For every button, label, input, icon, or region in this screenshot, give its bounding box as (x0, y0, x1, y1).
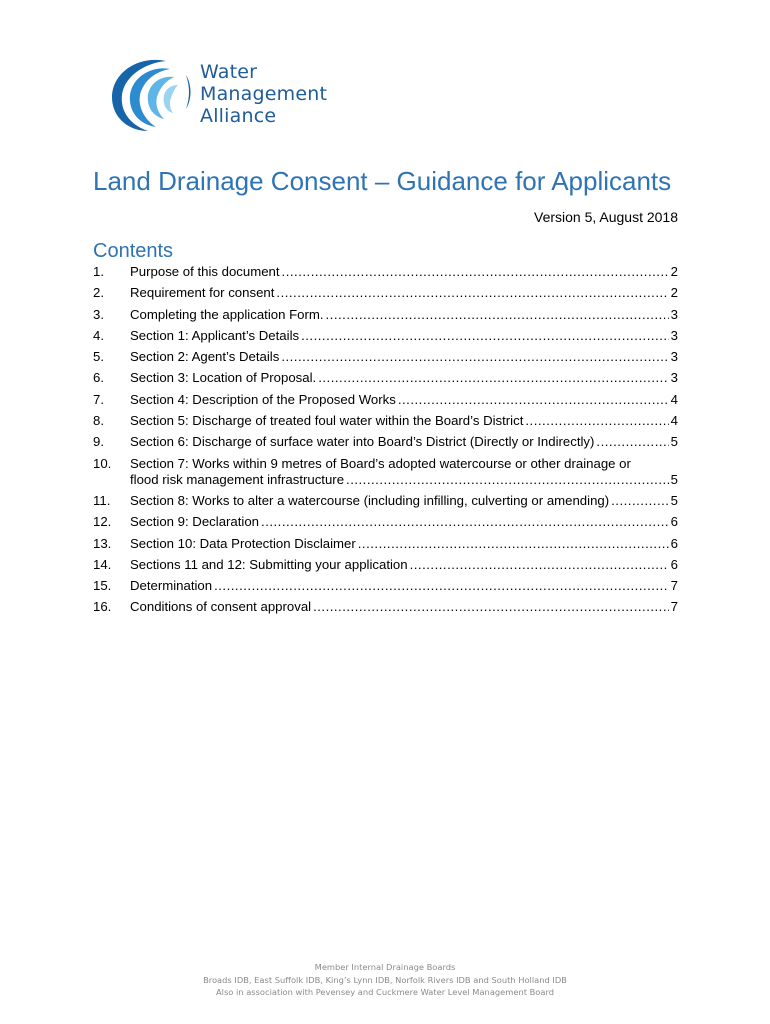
toc-leader (346, 472, 669, 488)
toc-leader (276, 285, 668, 301)
toc-title: Requirement for consent (130, 285, 275, 301)
toc-leader (261, 514, 669, 530)
toc-leader (281, 349, 668, 365)
toc-number: 12. (93, 514, 112, 530)
toc-page-number: 7 (670, 599, 678, 615)
document-title: Land Drainage Consent – Guidance for Applicants (93, 166, 672, 196)
toc-leader (596, 434, 668, 450)
toc-title: Section 6: Discharge of surface water into Board’s District (Directly or Indirectly) (130, 434, 595, 450)
toc-page-number: 4 (670, 391, 678, 407)
toc-title-continued: flood risk management infrastructure (130, 471, 345, 487)
toc-leader (214, 578, 669, 594)
toc-entry-2[interactable] (93, 285, 678, 301)
toc-number: 8. (93, 413, 104, 429)
toc-number: 15. (93, 578, 112, 594)
toc-entry-3[interactable] (93, 307, 678, 323)
toc-page-number: 3 (670, 370, 678, 386)
toc-leader (611, 493, 669, 509)
toc-entry-1[interactable] (93, 264, 678, 280)
table-of-contents (93, 264, 678, 621)
footer-line-member-boards: Member Internal Drainage Boards (314, 962, 456, 972)
toc-title: Sections 11 and 12: Submitting your application (130, 556, 408, 572)
logo-line-alliance: Alliance (200, 105, 277, 127)
toc-page-number: 4 (670, 413, 678, 429)
toc-title: Completing the application Form. (130, 306, 324, 322)
toc-title: Section 9: Declaration (130, 514, 260, 530)
toc-entry-11[interactable] (93, 493, 678, 509)
toc-title: Section 8: Works to alter a watercourse (including infilling, culverting or amending) (130, 492, 610, 508)
toc-entry-5[interactable] (93, 349, 678, 365)
toc-number: 11. (93, 492, 111, 508)
toc-leader (301, 328, 669, 344)
toc-leader (358, 536, 669, 552)
toc-number: 14. (93, 556, 112, 572)
toc-title: Section 5: Discharge of treated foul water within the Board’s District (130, 413, 524, 429)
toc-title: Section 7: Works within 9 metres of Board’s adopted watercourse or other drainage or (130, 455, 631, 471)
wave-swirl-icon (108, 55, 198, 135)
toc-page-number: 7 (670, 578, 678, 594)
toc-number: 4. (93, 327, 104, 343)
toc-number: 10. (93, 455, 112, 471)
toc-page-number: 5 (670, 471, 678, 487)
toc-title: Section 4: Description of the Proposed Works (130, 391, 396, 407)
toc-entry-16[interactable] (93, 599, 678, 615)
page-footer (0, 961, 770, 999)
toc-entry-8[interactable] (93, 413, 678, 429)
toc-title: Purpose of this document (130, 264, 280, 279)
toc-title: Section 10: Data Protection Disclaimer (130, 535, 356, 551)
toc-page-number: 6 (670, 535, 678, 551)
toc-page-number: 2 (670, 285, 678, 301)
toc-title: Conditions of consent approval (130, 599, 312, 615)
toc-number: 6. (93, 370, 104, 386)
toc-entry-12[interactable] (93, 514, 678, 530)
toc-page-number: 5 (670, 434, 678, 450)
toc-entry-15[interactable] (93, 578, 678, 594)
toc-page-number: 3 (670, 349, 678, 365)
toc-leader (282, 264, 669, 280)
logo-wordmark (200, 61, 327, 127)
toc-leader (410, 557, 669, 573)
toc-leader (326, 307, 669, 323)
toc-entry-6[interactable] (93, 370, 678, 386)
toc-leader (525, 413, 668, 429)
logo-line-management: Management (200, 83, 328, 105)
wma-logo (108, 55, 358, 135)
toc-page-number: 5 (670, 492, 678, 508)
toc-page-number: 6 (670, 556, 678, 572)
toc-page-number: 2 (670, 264, 678, 279)
toc-leader (313, 599, 669, 615)
toc-title: Section 2: Agent’s Details (130, 349, 280, 365)
toc-number: 13. (93, 535, 112, 551)
toc-title: Determination (130, 578, 213, 594)
toc-title: Section 1: Applicant’s Details (130, 327, 300, 343)
footer-line-boards-list: Broads IDB, East Suffolk IDB, King’s Lynn IDB, Norfolk Rivers IDB and South Holland IDB (203, 974, 567, 985)
toc-leader (318, 370, 668, 386)
toc-leader (398, 392, 669, 408)
toc-entry-10[interactable] (93, 456, 678, 488)
toc-title: Section 3: Location of Proposal. (130, 370, 317, 386)
toc-entry-14[interactable] (93, 557, 678, 573)
toc-number: 1. (93, 264, 104, 279)
toc-number: 2. (93, 285, 104, 301)
toc-number: 5. (93, 349, 104, 365)
footer-line-association: Also in association with Pevensey and Cuckmere Water Level Management Board (215, 987, 554, 997)
toc-entry-7[interactable] (93, 392, 678, 408)
toc-entry-4[interactable] (93, 328, 678, 344)
version-label: Version 5, August 2018 (534, 209, 678, 225)
contents-heading: Contents (93, 240, 174, 262)
toc-number: 9. (93, 434, 104, 450)
toc-number: 16. (93, 599, 112, 615)
toc-page-number: 6 (670, 514, 678, 530)
toc-number: 7. (93, 391, 104, 407)
toc-entry-13[interactable] (93, 536, 678, 552)
logo-line-water: Water (200, 61, 258, 83)
toc-page-number: 3 (670, 327, 678, 343)
toc-entry-9[interactable] (93, 434, 678, 450)
toc-number: 3. (93, 306, 104, 322)
toc-page-number: 3 (670, 306, 678, 322)
